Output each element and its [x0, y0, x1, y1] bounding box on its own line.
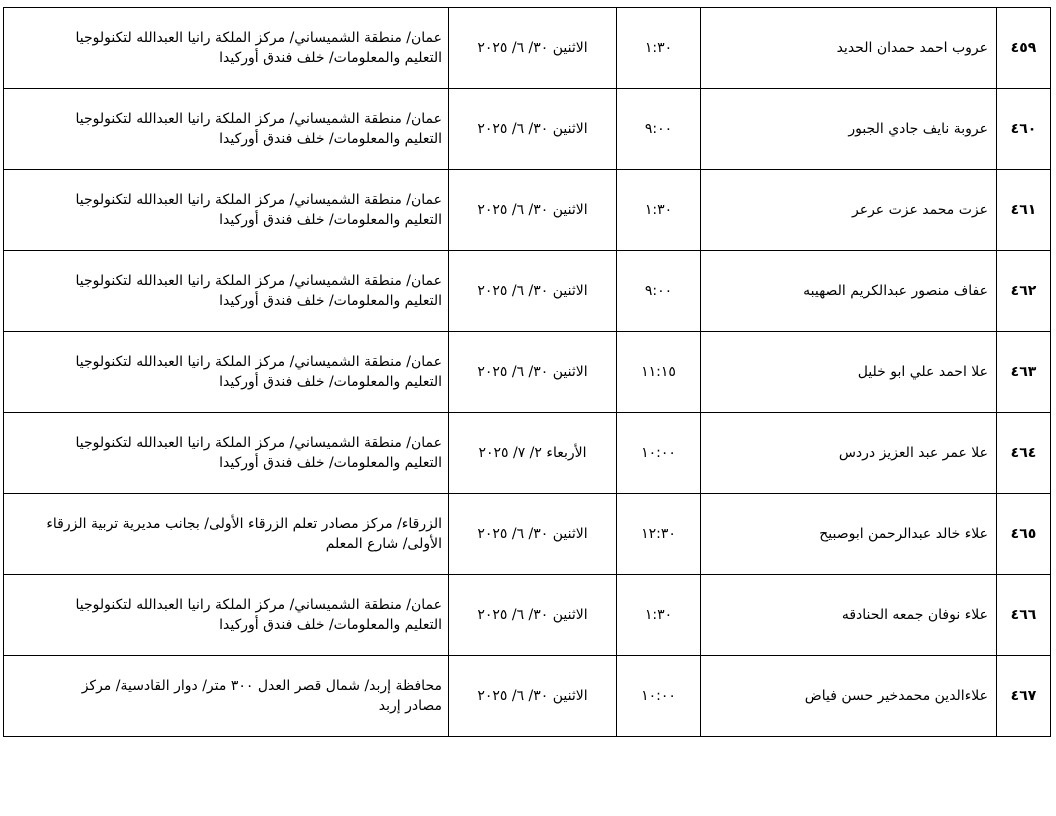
- location-cell: [4, 494, 449, 575]
- appointment-date: الاثنين ٣٠/ ٦/ ٢٠٢٥: [449, 89, 617, 170]
- location-line-2: التعليم والمعلومات/ خلف فندق أوركيدا: [219, 212, 442, 228]
- row-number: ٤٦٢: [997, 251, 1051, 332]
- location-cell: [4, 170, 449, 251]
- location-line-2: التعليم والمعلومات/ خلف فندق أوركيدا: [219, 455, 442, 471]
- row-number: ٤٦٣: [997, 332, 1051, 413]
- person-name: علاءالدين محمدخير حسن فياض: [701, 656, 997, 737]
- row-number: ٤٦٤: [997, 413, 1051, 494]
- person-name: علاء خالد عبدالرحمن ابوصبيح: [701, 494, 997, 575]
- table-row: [4, 332, 1051, 413]
- location-cell: [4, 89, 449, 170]
- row-number: ٤٦٦: [997, 575, 1051, 656]
- appointment-date: الاثنين ٣٠/ ٦/ ٢٠٢٥: [449, 494, 617, 575]
- table-row: [4, 494, 1051, 575]
- appointment-date: الاثنين ٣٠/ ٦/ ٢٠٢٥: [449, 170, 617, 251]
- person-name: عروب احمد حمدان الحديد: [701, 8, 997, 89]
- table-row: [4, 251, 1051, 332]
- location-line-2: مصادر إربد: [378, 698, 442, 714]
- location-line-2: التعليم والمعلومات/ خلف فندق أوركيدا: [219, 131, 442, 147]
- location-line-1: عمان/ منطقة الشميساني/ مركز الملكة رانيا العبدالله لتكنولوجيا: [75, 111, 442, 127]
- table-row: [4, 89, 1051, 170]
- appointment-date: الاثنين ٣٠/ ٦/ ٢٠٢٥: [449, 251, 617, 332]
- location-line-1: عمان/ منطقة الشميساني/ مركز الملكة رانيا العبدالله لتكنولوجيا: [75, 30, 442, 46]
- location-line-1: محافظة إربد/ شمال قصر العدل ٣٠٠ متر/ دوار القادسية/ مركز: [81, 678, 442, 694]
- schedule-table-body: [4, 8, 1051, 737]
- location-line-1: عمان/ منطقة الشميساني/ مركز الملكة رانيا العبدالله لتكنولوجيا: [75, 435, 442, 451]
- appointment-time: ١:٣٠: [617, 8, 701, 89]
- row-number: ٤٦٧: [997, 656, 1051, 737]
- location-line-2: التعليم والمعلومات/ خلف فندق أوركيدا: [219, 293, 442, 309]
- location-cell: [4, 332, 449, 413]
- location-cell: [4, 8, 449, 89]
- appointment-time: ١٠:٠٠: [617, 413, 701, 494]
- row-number: ٤٦١: [997, 170, 1051, 251]
- appointment-time: ٩:٠٠: [617, 251, 701, 332]
- appointment-date: الاثنين ٣٠/ ٦/ ٢٠٢٥: [449, 575, 617, 656]
- location-line-1: الزرقاء/ مركز مصادر تعلم الزرقاء الأولى/ بجانب مديرية تربية الزرقاء: [46, 516, 442, 532]
- appointment-time: ٩:٠٠: [617, 89, 701, 170]
- location-line-1: عمان/ منطقة الشميساني/ مركز الملكة رانيا العبدالله لتكنولوجيا: [75, 192, 442, 208]
- row-number: ٤٦٠: [997, 89, 1051, 170]
- appointment-date: الاثنين ٣٠/ ٦/ ٢٠٢٥: [449, 656, 617, 737]
- row-number: ٤٥٩: [997, 8, 1051, 89]
- person-name: علا عمر عبد العزيز دردس: [701, 413, 997, 494]
- appointment-date: الاثنين ٣٠/ ٦/ ٢٠٢٥: [449, 332, 617, 413]
- location-cell: [4, 413, 449, 494]
- appointment-time: ١:٣٠: [617, 170, 701, 251]
- location-cell: [4, 251, 449, 332]
- appointment-time: ١٠:٠٠: [617, 656, 701, 737]
- location-line-1: عمان/ منطقة الشميساني/ مركز الملكة رانيا العبدالله لتكنولوجيا: [75, 273, 442, 289]
- person-name: عفاف منصور عبدالكريم الصهيبه: [701, 251, 997, 332]
- location-line-1: عمان/ منطقة الشميساني/ مركز الملكة رانيا العبدالله لتكنولوجيا: [75, 597, 442, 613]
- table-row: [4, 575, 1051, 656]
- location-line-2: التعليم والمعلومات/ خلف فندق أوركيدا: [219, 50, 442, 66]
- location-line-2: التعليم والمعلومات/ خلف فندق أوركيدا: [219, 374, 442, 390]
- appointment-time: ١١:١٥: [617, 332, 701, 413]
- table-row: [4, 413, 1051, 494]
- table-row: [4, 8, 1051, 89]
- location-line-2: التعليم والمعلومات/ خلف فندق أوركيدا: [219, 617, 442, 633]
- schedule-table: [3, 7, 1051, 737]
- location-line-1: عمان/ منطقة الشميساني/ مركز الملكة رانيا العبدالله لتكنولوجيا: [75, 354, 442, 370]
- person-name: علا احمد علي ابو خليل: [701, 332, 997, 413]
- person-name: عروبة نايف جادي الجبور: [701, 89, 997, 170]
- table-row: [4, 170, 1051, 251]
- appointment-date: الأربعاء ٢/ ٧/ ٢٠٢٥: [449, 413, 617, 494]
- appointment-time: ١:٣٠: [617, 575, 701, 656]
- appointment-date: الاثنين ٣٠/ ٦/ ٢٠٢٥: [449, 8, 617, 89]
- appointment-time: ١٢:٣٠: [617, 494, 701, 575]
- table-row: [4, 656, 1051, 737]
- location-line-2: الأولى/ شارع المعلم: [325, 536, 442, 552]
- row-number: ٤٦٥: [997, 494, 1051, 575]
- person-name: عزت محمد عزت عرعر: [701, 170, 997, 251]
- location-cell: [4, 575, 449, 656]
- location-cell: [4, 656, 449, 737]
- person-name: علاء نوفان جمعه الحنادقه: [701, 575, 997, 656]
